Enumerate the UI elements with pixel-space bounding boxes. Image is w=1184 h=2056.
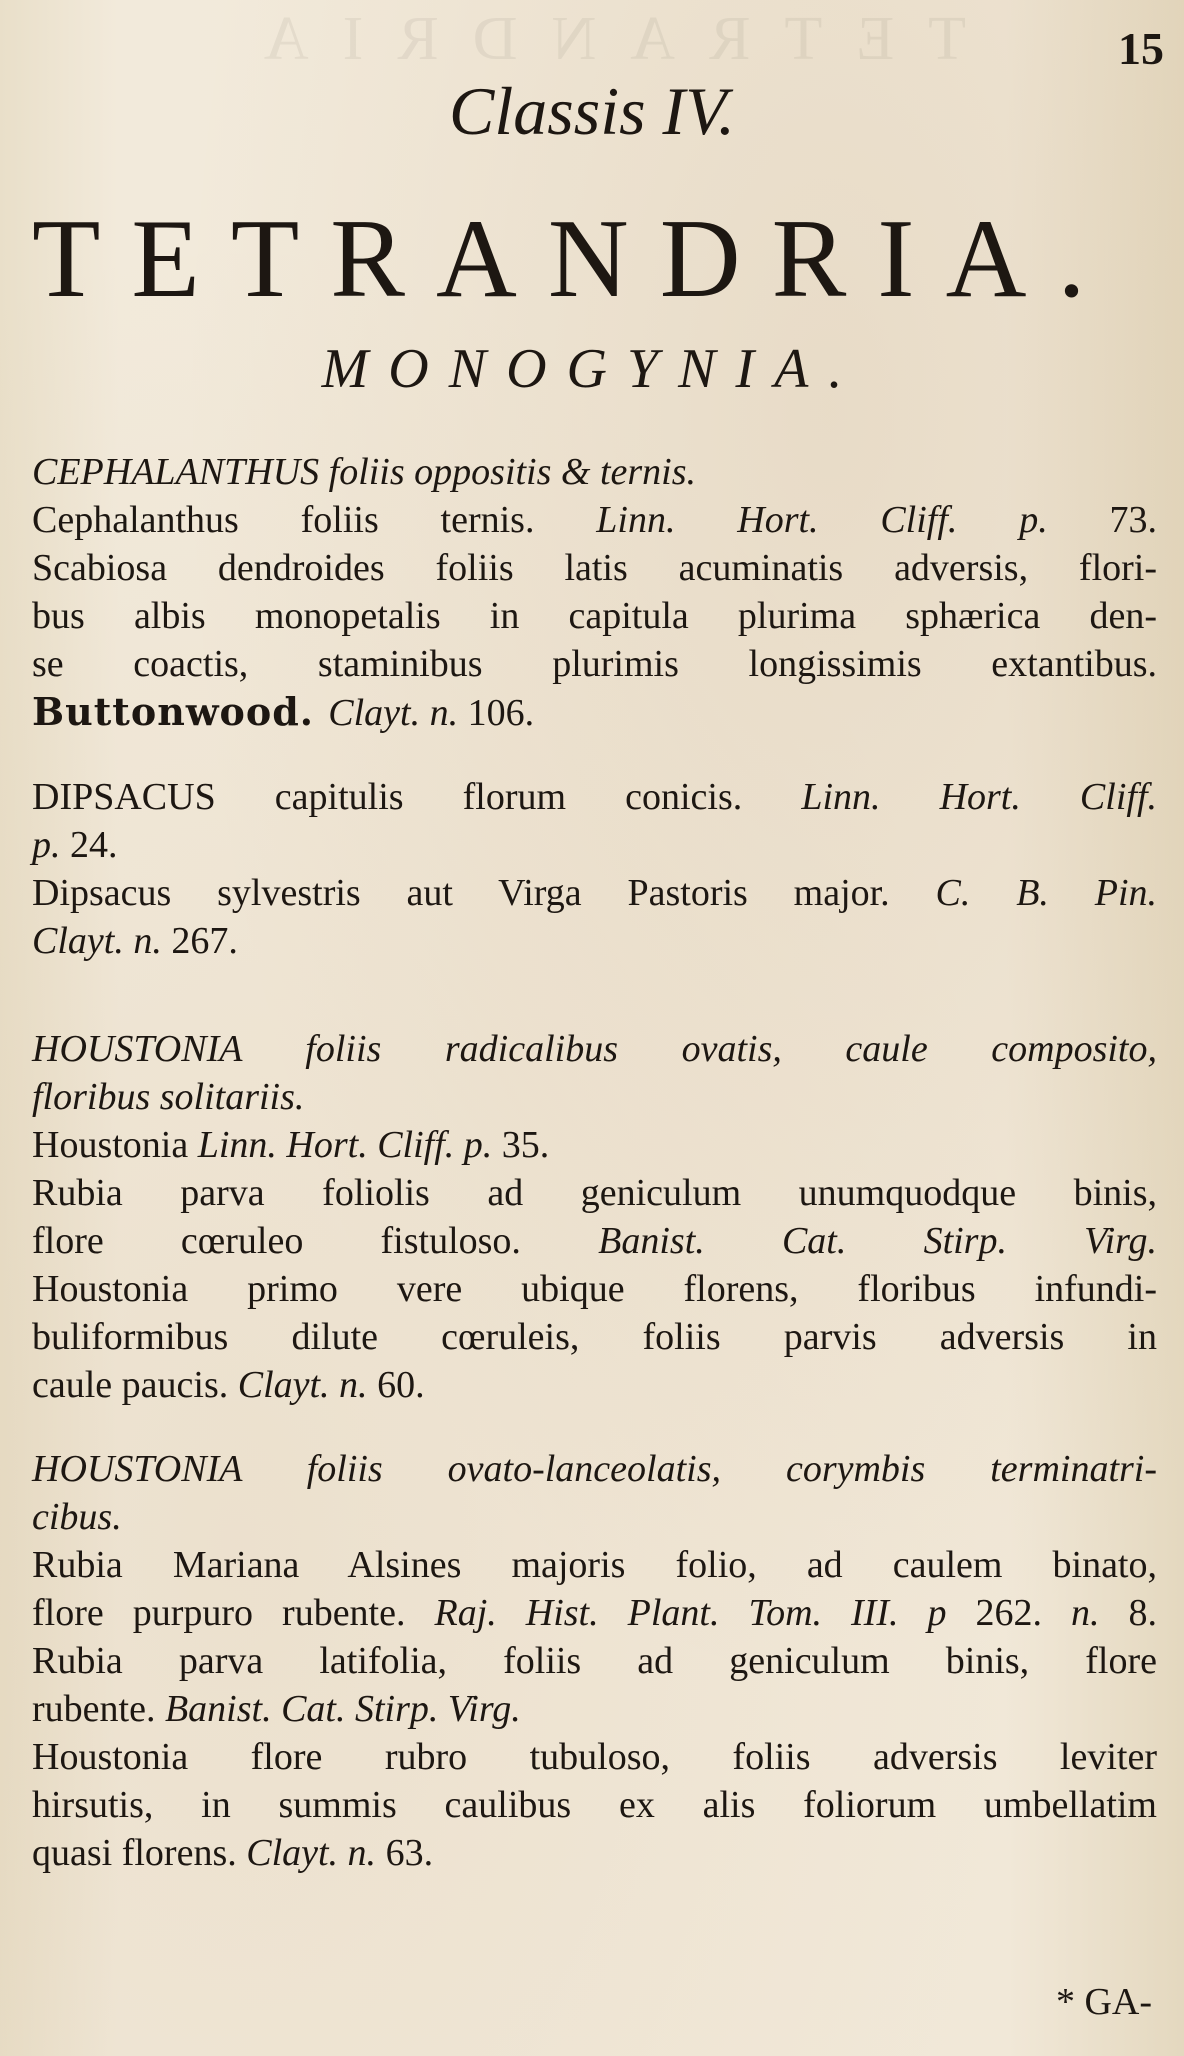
entry-line [32,1541,1157,1589]
entry-line [32,821,1157,869]
roman-text: Dipsacus sylvestris aut Virga Pastoris major. [32,872,936,914]
roman-text: Houstonia flore rubro tubuloso, foliis adversis leviter [32,1736,1157,1778]
species-entries [32,448,1157,1913]
entry-line [32,1313,1157,1361]
entry-line [32,1121,1157,1169]
italic-text: cibus. [32,1496,122,1538]
roman-text: 262. [975,1592,1071,1634]
entry-line [32,544,1157,592]
italic-text: C. B. Pin. [935,872,1157,914]
species-entry [32,773,1157,965]
species-entry [32,1025,1157,1409]
italic-text: Clayt. n. [237,1364,378,1406]
italic-text: Linn. Hort. Cliff. p. [197,1124,502,1166]
entry-line [32,640,1157,688]
entry-line [32,1781,1157,1829]
roman-text: Scabiosa dendroides foliis latis acuminatis adversis, flori- [32,547,1157,589]
roman-text: buliformibus dilute cœruleis, foliis parvis adversis in [32,1316,1157,1358]
roman-text: flore cœruleo fistuloso. [32,1220,599,1262]
roman-text: rubente. [32,1688,165,1730]
entry-line [32,1733,1157,1781]
italic-text: Banist. Cat. Stirp. Virg. [598,1220,1157,1262]
roman-text: quasi florens. [32,1832,247,1874]
italic-text: Banist. Cat. Stirp. Virg. [164,1688,521,1730]
entry-line [32,496,1157,544]
roman-text: 267. [171,920,238,962]
roman-text: Houstonia primo vere ubique florens, floribus infundi- [32,1268,1157,1310]
roman-text: se coactis, staminibus plurimis longissimis extantibus. [32,643,1157,685]
roman-text: Houstonia [32,1124,198,1166]
entry-line [32,1637,1157,1685]
roman-text: flore purpuro rubente. [32,1592,435,1634]
bleed-through-text: TETRANDRIA [230,5,967,73]
catchword: * GA- [1055,1981,1152,2023]
roman-text: 24. [70,824,118,866]
roman-text: 8. [1128,1592,1157,1634]
entry-line [32,592,1157,640]
entry-line [32,1073,1157,1121]
suborder-title: MONOGYNIA. [321,338,863,400]
roman-text: 73. [1109,499,1157,541]
italic-text: HOUSTONIA foliis radicalibus ovatis, caule composito, [32,1028,1157,1070]
entry-line [32,1493,1157,1541]
roman-text: bus albis monopetalis in capitula plurima sphærica den- [32,595,1157,637]
roman-text: 60. [377,1364,425,1406]
entry-line [32,1169,1157,1217]
entry-line [32,1265,1157,1313]
italic-text: Clayt. n. [32,920,172,962]
entry-line [32,917,1157,965]
species-entry [32,448,1157,737]
italic-text: Linn. Hort. Cliff. [801,776,1157,818]
roman-text: hirsutis, in summis caulibus ex alis foliorum umbellatim [32,1784,1157,1826]
italic-text: HOUSTONIA foliis ovato-lanceolatis, corymbis terminatri- [32,1448,1157,1490]
entry-line [32,869,1157,917]
entry-line [32,1589,1157,1637]
roman-text: Rubia parva foliolis ad geniculum unumquodque binis, [32,1172,1157,1214]
roman-text: 63. [385,1832,434,1874]
roman-text: caule paucis. [32,1364,238,1406]
roman-text: 35. [501,1124,550,1166]
roman-text: Rubia Mariana Alsines majoris folio, ad caulem binato, [32,1544,1157,1586]
entry-line [32,1025,1157,1073]
italic-text: floribus solitariis. [32,1076,305,1118]
italic-text: Clayt. n. [328,692,468,734]
italic-text: Raj. Hist. Plant. Tom. III. p [434,1592,976,1634]
italic-text: Clayt. n. [246,1832,386,1874]
roman-text: 106. [467,692,535,734]
entry-line [32,448,1157,496]
entry-line [32,773,1157,821]
species-entry [32,1445,1157,1877]
italic-text: Linn. Hort. Cliff. p. [596,499,1110,541]
entry-line [32,1217,1157,1265]
page-number: 15 [1118,23,1164,74]
blackletter-text: Buttonwood. [32,689,329,734]
italic-text: n. [1071,1592,1129,1634]
entry-line [32,1685,1157,1733]
roman-text: Cephalanthus foliis ternis. [32,499,597,541]
class-title: Classis IV. [449,73,735,149]
italic-text: p. [32,824,70,866]
entry-line [32,1829,1157,1877]
roman-text: Rubia parva latifolia, foliis ad geniculum binis, flore [32,1640,1157,1682]
entry-line [32,688,1157,737]
roman-text: DIPSACUS capitulis florum conicis. [32,776,802,818]
order-title: TETRANDRIA. [32,197,1117,321]
entry-line [32,1445,1157,1493]
entry-line [32,1361,1157,1409]
italic-text: CEPHALANTHUS foliis oppositis & ternis. [32,451,697,493]
